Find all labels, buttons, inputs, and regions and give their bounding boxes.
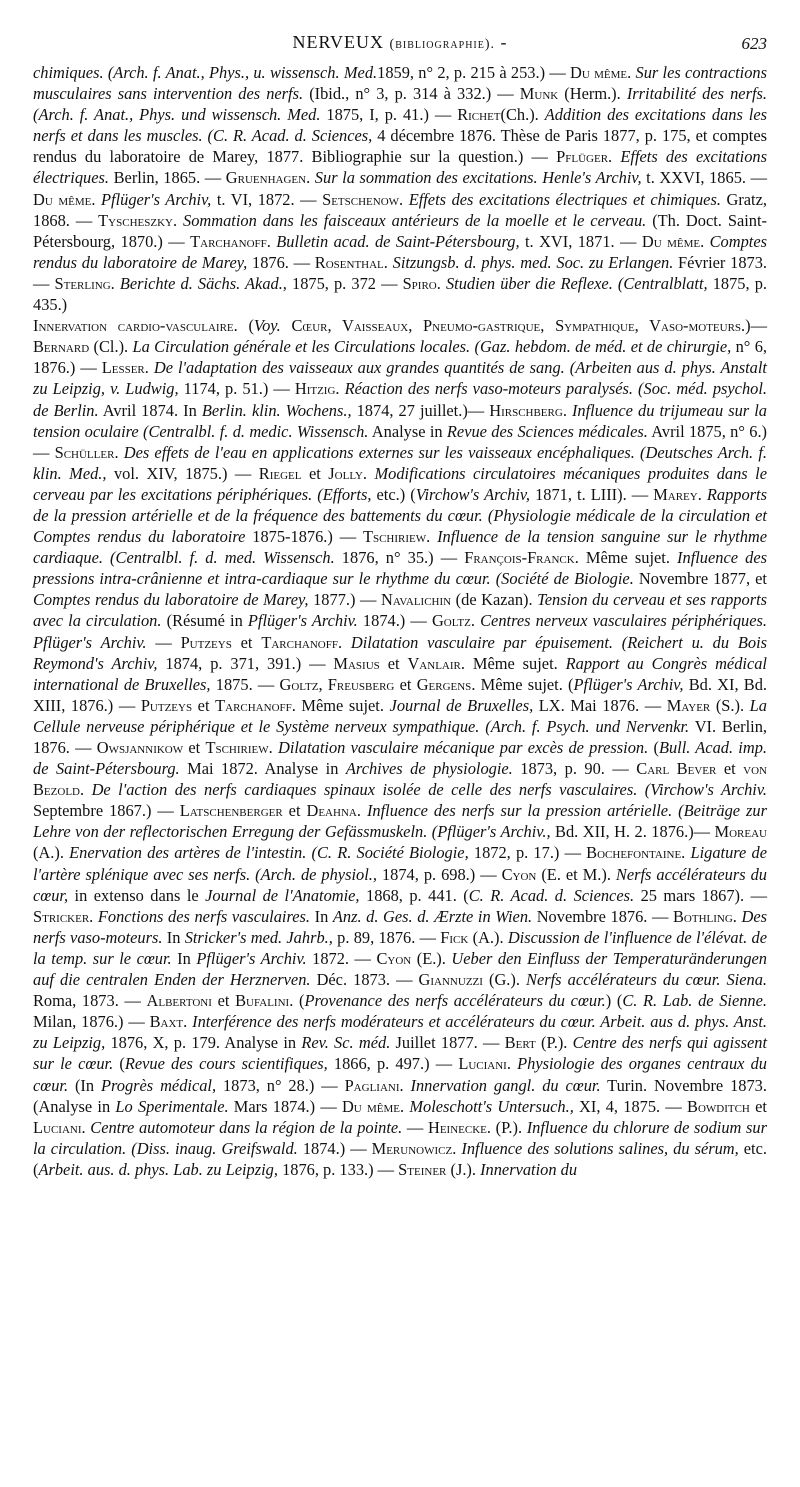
reference-text: 1877.) — (308, 590, 381, 610)
author-name-text: Marey (653, 484, 698, 504)
reference-text: 1868, p. 441. ( (359, 885, 469, 905)
author-name-text: Hitzig (294, 379, 336, 399)
author-name-text: Cyon (501, 864, 537, 884)
reference-text: Déc. 1873. — (310, 970, 419, 990)
citation-title-text: Comptes rendus du laboratoire de Marey, (33, 590, 309, 610)
reference-text: 1875-1876.) — (245, 527, 363, 547)
reference-text: . (700, 231, 710, 251)
reference-text: (Cl.). (89, 337, 133, 357)
citation-title-text: Virchow's Archiv, (415, 484, 531, 504)
author-name-text: Bothling (672, 906, 733, 926)
citation-title-text: Nerfs accélérateurs du cœur. Siena. (526, 970, 767, 990)
author-name-text: Luciani (33, 1117, 82, 1137)
reference-text: . (426, 527, 438, 547)
author-name-text: Tarchanoff (261, 632, 338, 652)
reference-text: . (470, 611, 481, 631)
reference-text: . (79, 780, 92, 800)
citation-title-text: Addition des excitations dans les nerfs et dans les muscles. (C. R. Acad. d. Sciences, (33, 105, 768, 146)
author-name-text: Du même (641, 231, 701, 251)
author-name-text: Fick (440, 927, 469, 947)
author-name-text: Navalichin (380, 590, 452, 610)
citation-title-text: Arbeit. aus. d. phys. Lab. zu Leipzig, (38, 1159, 278, 1179)
running-title-mark: - (500, 32, 508, 52)
reference-text: . ( (233, 316, 254, 336)
bibliography-body (33, 62, 767, 1180)
reference-text: . (681, 843, 691, 863)
reference-text: In (171, 948, 197, 968)
reference-text: (Herm.). (558, 84, 627, 104)
reference-text: 1874, 27 juillet.)— (351, 400, 490, 420)
author-name-text: Gergens (416, 674, 472, 694)
citation-title-text: Centre des nerfs qui agissent sur le cœur. (33, 1033, 768, 1074)
citation-title-text: Discussion de l'influence de l'élévat. de la temp. sur le cœur. (33, 927, 767, 968)
reference-text: 1874.) — (297, 1138, 372, 1158)
reference-text: 1872. — (306, 948, 377, 968)
citation-title-text: Influence de la tension sanguine sur le rhythme cardiaque. (Centralbl. f. d. med. Wissensch. (33, 527, 768, 568)
author-name-text: Baxt (149, 1012, 184, 1032)
citation-title-text: Voy. (253, 316, 281, 336)
reference-text: VI. Berlin, 1876. — (33, 716, 768, 757)
citation-title-text: Centre automoteur dans la région de la pointe. (90, 1117, 403, 1137)
author-name-text: Cœur, Vaisseaux, Pneumo-gastrique, Sympathique, Vaso-moteurs (291, 316, 742, 336)
reference-text: . (383, 252, 393, 272)
reference-text: . (452, 1138, 462, 1158)
reference-text: — (402, 1117, 428, 1137)
citation-title-text: Revue des Sciences médicales. (446, 421, 648, 441)
citation-title-text: Influence du trijumeau sur la tension oculaire (Centralbl. f. d. medic. Wissensch. (33, 400, 767, 441)
citation-title-text: Pflüger's Archiv, (573, 674, 684, 694)
author-name-text: Owsjannikow (96, 738, 184, 757)
reference-text: et (211, 991, 236, 1011)
citation-title-text: Innervation du (480, 1159, 578, 1179)
author-name-text: Carl Bever (636, 759, 717, 779)
reference-text: 1859, n° 2, p. 215 à 253.) — (377, 63, 571, 82)
reference-text: Turin. Novembre 1873. (Analyse in (33, 1075, 767, 1116)
reference-text: — (146, 632, 181, 652)
reference-text: . (306, 168, 315, 188)
reference-text: ( (113, 1054, 125, 1074)
citation-title-text: Berlin. klin. Wochens., (201, 400, 352, 420)
reference-text: et (379, 653, 408, 673)
reference-text: 1876, X, p. 179. Analyse in (105, 1033, 302, 1053)
citation-title-text: Studien über die Reflexe. (Centralblatt, (445, 273, 708, 293)
citation-title-text: Des nerfs vaso-moteurs. (33, 906, 767, 947)
citation-title-text: Dilatation vasculaire mécanique par excès de pression. (277, 738, 649, 757)
author-name-text: François-Franck (464, 548, 575, 568)
bibliography-paragraph-cardio-vascular-innervation (33, 315, 767, 1180)
reference-text: 1874, p. 371, 391.) — (157, 653, 334, 673)
author-name-text: Bochefontaine (586, 843, 682, 863)
author-name-text: Putzeys (180, 632, 232, 652)
author-name-text: Innervation cardio-vasculaire (33, 316, 234, 336)
reference-text: (J.). (446, 1159, 481, 1179)
reference-text: 1866, p. 497.) — (327, 1054, 459, 1074)
reference-text: ) ( (605, 991, 623, 1011)
citation-title-text: Journal de Bruxelles, (389, 695, 534, 715)
citation-title-text: C. R. Acad. d. Sciences. (468, 885, 635, 905)
reference-text: . (362, 463, 375, 483)
reference-text: (Ibid., n° 3, p. 314 à 332.) — (303, 84, 520, 104)
reference-text (281, 316, 292, 335)
citation-title-text: Sur les contractions musculaires sans intervention des nerfs. (33, 63, 767, 104)
citation-title-text: chimiques. (Arch. f. Anat., Phys., u. wissensch. Med. (33, 63, 378, 82)
author-name-text: Lesser (101, 358, 145, 378)
reference-text: et (282, 801, 307, 821)
reference-text: Bd. XI, Bd. XIII, 1876.) — (33, 674, 768, 715)
citation-title-text: Interférence des nerfs modérateurs et accélérateurs du cœur. Arbeit. aus d. phys. Anst. zu Leipzig, (33, 1012, 767, 1053)
running-title-subtitle: (bibliographie). (389, 37, 496, 52)
citation-title-text: Physiologie des organes centraux du cœur. (33, 1054, 767, 1095)
citation-title-text: Lo Sperimentale. (115, 1096, 229, 1116)
citation-title-text: Fonctions des nerfs vasculaires. (97, 906, 311, 926)
reference-text: . Même sujet. (291, 695, 390, 715)
reference-text: vol. XIV, 1875.) — (106, 463, 259, 483)
author-name-text: Spiro (402, 273, 437, 293)
citation-title-text: Berichte d. Sächs. Akad., (119, 273, 287, 293)
reference-text: LX. Mai 1876. — (533, 695, 667, 715)
citation-title-text: Sommation dans les faisceaux antérieurs de la moelle et le cerveau. (183, 210, 647, 230)
author-name-text: Pagliani (344, 1075, 400, 1095)
citation-title-text: Pflüger's Archiv. (196, 948, 307, 968)
reference-text: 1875. — (210, 674, 280, 694)
reference-text: et (231, 632, 262, 652)
reference-text: (S.). (710, 695, 750, 715)
citation-title-text: Nerfs accélérateurs du cœur, (33, 864, 768, 905)
citation-title-text: Innervation gangl. du cœur. (410, 1075, 601, 1095)
author-name-text: Moreau (714, 822, 767, 842)
author-name-text: Merunowicz (371, 1138, 453, 1158)
citation-title-text: Sitzungsb. d. phys. med. Soc. zu Erlangen. (392, 252, 674, 272)
reference-text: 25 mars 1867). — (634, 885, 767, 905)
bibliography-paragraph-nerve-excitation (33, 62, 767, 315)
reference-text: Avril 1874. In (98, 400, 202, 420)
reference-text: in extenso dans le (68, 885, 206, 905)
author-name-text: Tschiriew (205, 738, 269, 757)
reference-text: . (697, 484, 707, 504)
reference-text: 1873, p. 90. — (512, 759, 637, 779)
reference-text: 1871, t. LIII). — (530, 484, 654, 504)
reference-text: ( (648, 738, 659, 757)
reference-text: 1876, p. 133.) — (277, 1159, 399, 1179)
citation-title-text: La Cellule nerveuse périphérique et le Système nerveux sympathique. (Arch. f. Psych. und Nervenkr. (33, 695, 767, 736)
page-header (33, 26, 767, 62)
reference-text: XI, 4, 1875. — (573, 1096, 688, 1116)
reference-text: et (716, 759, 744, 779)
reference-text: Mars 1874.) — (228, 1096, 342, 1116)
reference-text: Gratz, 1868. — (33, 189, 767, 230)
reference-text: 1875, p. 372 — (286, 273, 403, 293)
citation-title-text: La Circulation générale et les Circulations locales. (Gaz. hebdom. de méd. et de chirurgie, (132, 337, 732, 357)
author-name-text: Heinecke (427, 1117, 487, 1137)
author-name-text: Sterling (54, 273, 111, 293)
author-name-text: Deahna (306, 801, 357, 821)
reference-text: . Même sujet. (460, 653, 566, 673)
author-name-text: Goltz, Freusberg (279, 674, 395, 694)
citation-title-text: Influence des pressions intra-crânienne et intra-cardiaque sur le rhythme du cœur. (Société de Biologie. (33, 548, 767, 589)
reference-text: n° 6, 1876.) — (33, 337, 767, 378)
reference-text: . (110, 273, 120, 293)
author-name-text: Tarchanoff (190, 231, 267, 251)
reference-text: et (394, 674, 417, 694)
reference-text: Novembre 1876. — (532, 906, 673, 926)
citation-title-text: Modifications circulatoires mécaniques produites dans le cerveau par les excitations périphériques. (Efforts, (33, 463, 767, 504)
citation-title-text: Stricker's med. Jahrb., (184, 927, 333, 947)
citation-title-text: Anz. d. Ges. d. Ærzte in Wien. (332, 906, 533, 926)
citation-title-text: Réaction des nerfs vaso-moteurs paralysés. (Soc. méd. psychol. de Berlin. (33, 379, 767, 420)
author-name-text: von Bezold (33, 759, 767, 800)
citation-title-text: Journal de l'Anatomie, (205, 885, 360, 905)
reference-text: . (335, 379, 345, 399)
reference-text: (A.). (33, 843, 70, 863)
reference-text: . (436, 273, 446, 293)
citation-title-text: Pflüger's Archiv, (101, 189, 212, 209)
citation-title-text: Moleschott's Untersuch., (409, 1096, 574, 1116)
reference-text: 4 décembre 1876. Thèse de Paris 1877, p. 175, et comptes rendus du laboratoire de Marey, 1877. Bibliographie sur la question.) — (33, 126, 768, 167)
author-name-text: Cyon (376, 948, 412, 968)
author-name-text: Du même (570, 63, 628, 82)
reference-text: . Même sujet. (574, 548, 678, 568)
reference-text: 1174, p. 51.) — (178, 379, 295, 399)
reference-text: (A.). (468, 927, 508, 947)
reference-text: 1872, p. 17.) — (468, 843, 587, 863)
reference-text: (de Kazan). (451, 590, 538, 610)
author-name-text: Munk (519, 84, 559, 104)
citation-title-text: Comptes rendus du laboratoire de Marey, (33, 231, 767, 272)
author-name-text: Giannuzzi (418, 970, 483, 990)
citation-title-text: Des effets de l'eau en applications externes sur les vaisseaux encéphaliques. (Deutsches Arch. f. klin. Med., (33, 442, 767, 483)
author-name-text: Tyscheszky (98, 210, 173, 230)
reference-text: et (749, 1096, 767, 1116)
author-name-text: Luciani (458, 1054, 507, 1074)
reference-text: . (91, 189, 101, 209)
reference-text: etc.) ( (371, 484, 416, 504)
citation-title-text: Revue des cours scientifiques, (124, 1054, 328, 1074)
author-name-text: Richet (457, 105, 501, 125)
reference-text: 1876. — (247, 252, 315, 272)
reference-text: Mai 1872. Analyse in (179, 759, 346, 779)
reference-text: . Même sujet. ( (471, 674, 574, 694)
citation-title-text: Bulletin acad. de Saint-Pétersbourg, (276, 231, 520, 251)
author-name-text: Vanlair (407, 653, 461, 673)
citation-title-text: Rev. Sc. méd. (301, 1033, 391, 1053)
reference-text: In (310, 906, 333, 926)
reference-text: . (144, 358, 154, 378)
citation-title-text: Ueber den Einfluss der Temperaturänderungen auf die centralen Enden der Herznerven. (33, 948, 767, 990)
page-number: 623 (741, 34, 767, 53)
citation-title-text: Provenance des nerfs accélérateurs du cœur. (304, 991, 606, 1011)
reference-text: . (183, 1012, 193, 1032)
reference-text: . (627, 63, 636, 82)
reference-text: Septembre 1867.) — (33, 801, 180, 821)
reference-text: . (268, 738, 278, 757)
reference-text: Avril 1875, n° 6.) — (33, 421, 768, 462)
running-title-main: NERVEUX (292, 32, 385, 52)
citation-title-text: Centres nerveux vasculaires périphériques. Pflüger's Archiv. (33, 611, 767, 652)
reference-text: (In (68, 1075, 101, 1095)
citation-title-text: Rapport au Congrès médical international de Bruxelles, (33, 653, 767, 694)
author-name-text: Bufalini (235, 991, 290, 1011)
author-name-text: Gruenhagen (225, 168, 307, 188)
reference-text: 1876, n° 35.) — (334, 548, 465, 568)
reference-text: . (506, 1054, 518, 1074)
author-name-text: Goltz (431, 611, 471, 631)
reference-text: et (192, 695, 216, 715)
reference-text: . (81, 1117, 91, 1137)
author-name-text: Tschiriew (362, 527, 427, 547)
reference-text: t. XXVI, 1865. — (641, 168, 767, 188)
reference-text: Bd. XII, H. 2. 1876.)— (550, 822, 715, 842)
citation-title-text: Dilatation vasculaire par épuisement. (Reichert u. du Bois Reymond's Archiv, (33, 632, 768, 673)
reference-text: . (114, 442, 124, 462)
reference-text: . (266, 231, 277, 251)
reference-text: (P.). (535, 1033, 573, 1053)
citation-title-text: Irritabilité des nerfs. (Arch. f. Anat., Phys. und wissensch. Med. (33, 84, 767, 125)
reference-text: (Résumé in (161, 611, 248, 631)
citation-title-text: Ligature de l'artère splénique avec ses nerfs. (Arch. de physiol., (33, 843, 767, 884)
author-name-text: Albertoni (146, 991, 212, 1011)
author-name-text: Hirschberg (489, 400, 563, 420)
reference-text: Milan, 1876.) — (33, 1012, 150, 1032)
reference-text: t. XVI, 1871. — (519, 231, 642, 251)
citation-title-text: De l'action des nerfs cardiaques spinaux isolée de celle des nerfs vasculaires. (Virchow's Archiv. (91, 780, 768, 800)
reference-text: . (399, 189, 409, 209)
author-name-text: Du même (341, 1096, 400, 1116)
reference-text: t. VI, 1872. — (211, 189, 323, 209)
reference-text: p. 89, 1876. — (332, 927, 441, 947)
reference-text: . (562, 400, 572, 420)
reference-text: Juillet 1877. — (390, 1033, 505, 1053)
reference-text: . (172, 210, 184, 230)
citation-title-text: Effets des excitations électriques. (33, 147, 767, 188)
author-name-text: Masius (333, 653, 380, 673)
reference-text: Berlin, 1865. — (109, 168, 226, 188)
reference-text: . ( (289, 991, 305, 1011)
reference-text: . (732, 906, 742, 926)
author-name-text: Bowditch (687, 1096, 750, 1116)
reference-text: In (162, 927, 185, 947)
author-name-text: Jolly (328, 463, 363, 483)
citation-title-text: Bull. Acad. imp. de Saint-Pétersbourg. (33, 738, 767, 779)
author-name-text: Bernard (33, 337, 90, 357)
author-name-text: Rosenthal (314, 252, 384, 272)
reference-text: 1874.) — (357, 611, 432, 631)
reference-text: 1874, p. 698.) — (376, 864, 502, 884)
reference-text: Février 1873. — (33, 252, 768, 293)
reference-text: Roma, 1873. — (33, 991, 147, 1011)
author-name-text: Latschenberger (179, 801, 283, 821)
author-name-text: Schüller (54, 442, 115, 462)
citation-title-text: Progrès médical, (100, 1075, 217, 1095)
reference-text: (Ch.). (500, 105, 545, 125)
author-name-text: Riegel (258, 463, 302, 483)
reference-text: 1875, p. 435.) (33, 273, 767, 315)
reference-text: . (399, 1075, 411, 1095)
author-name-text: Stricker (33, 906, 90, 926)
reference-text: et (183, 738, 206, 757)
reference-text: Analyse in (368, 421, 447, 441)
citation-title-text: C. R. Lab. de Sienne. (622, 991, 768, 1011)
author-name-text: Mayer (666, 695, 711, 715)
author-name-text: Du même (33, 189, 92, 209)
citation-title-text: Rapports de la pression artérielle et de la fréquence des battements du cœur. (Physiologie médicale de la circulation et Comptes rendus du laboratoire (33, 484, 767, 547)
citation-title-text: Pflüger's Archiv. (247, 611, 358, 631)
author-name-text: Putzeys (140, 695, 193, 715)
reference-text: (E.). (411, 948, 452, 968)
author-name-text: Tarchanoff (215, 695, 292, 715)
reference-text: et (301, 463, 329, 483)
reference-text: . (337, 632, 351, 652)
reference-text: etc. ( (33, 1138, 767, 1179)
citation-title-text: Influence des solutions salines, du sérum, (461, 1138, 739, 1158)
citation-title-text: Enervation des artères de l'intestin. (C. R. Société Biologie, (69, 843, 469, 863)
reference-text: . (89, 906, 98, 926)
reference-text: 1873, n° 28.) — (216, 1075, 345, 1095)
citation-title-text: De l'adaptation des vaisseaux aux grandes quantités de sang. (Arbeiten aus d. phys. Anstalt zu Leipzig, v. Ludwig, (33, 358, 767, 399)
citation-title-text: Tension du cerveau et ses rapports avec la circulation. (33, 590, 768, 631)
reference-text: (G.). (482, 970, 527, 990)
reference-text: (Th. Doct. Saint-Pétersbourg, 1870.) — (33, 210, 767, 251)
citation-title-text: Influence du chlorure de sodium sur la circulation. (Diss. inaug. Greifswald. (33, 1117, 767, 1158)
author-name-text: Bert (504, 1033, 536, 1053)
citation-title-text: Effets des excitations électriques et chimiques. (408, 189, 721, 209)
reference-text: . (608, 147, 621, 167)
author-name-text: Pflüger (556, 147, 609, 167)
author-name-text: Steiner (398, 1159, 447, 1179)
reference-text: . (356, 801, 367, 821)
reference-text: . (400, 1096, 410, 1116)
author-name-text: Setschenow (322, 189, 400, 209)
citation-title-text: Archives de physiologie. (345, 759, 513, 779)
reference-text: Novembre 1877, et (633, 569, 767, 589)
citation-title-text: Influence des nerfs sur la pression artérielle. (Beiträge zur Lehre von der reflectorischen Erregung der Gefässmuskeln. (Pflüger's Archiv., (33, 801, 767, 842)
running-title (33, 32, 767, 53)
reference-text: . (P.). (486, 1117, 527, 1137)
reference-text: (E. et M.). (536, 864, 616, 884)
reference-text: .)— (741, 316, 767, 336)
reference-text: 1875, I, p. 41.) — (320, 105, 458, 125)
citation-title-text: Sur la sommation des excitations. Henle's Archiv, (314, 168, 642, 188)
